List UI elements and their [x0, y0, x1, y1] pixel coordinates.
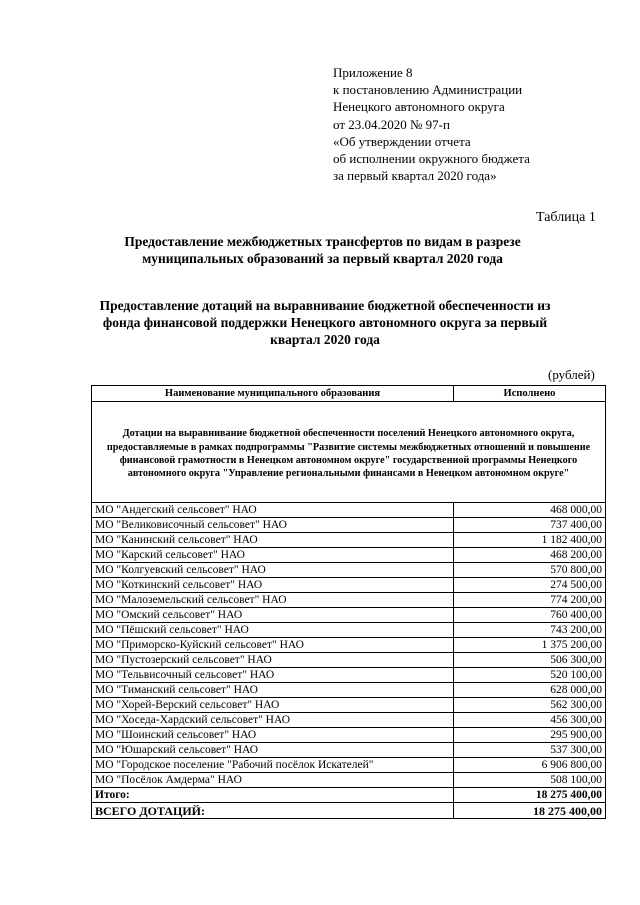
- table-row: [92, 773, 606, 788]
- grand-total-label: ВСЕГО ДОТАЦИЙ:: [92, 803, 454, 819]
- executed-amount: 774 200,00: [454, 593, 606, 608]
- municipality-name: МО "Тиманский сельсовет" НАО: [92, 683, 454, 698]
- table-row: [92, 713, 606, 728]
- units-label: (рублей): [548, 367, 595, 382]
- sub-heading: Предоставление дотаций на выравнивание бюджетной обеспеченности из фонда финансовой поддержки Ненецкого автономного округа за первый квартал 2020 года: [99, 298, 551, 347]
- executed-amount: 628 000,00: [454, 683, 606, 698]
- executed-amount: 456 300,00: [454, 713, 606, 728]
- municipality-name: МО "Карский сельсовет" НАО: [92, 548, 454, 563]
- municipality-name: МО "Великовисочный сельсовет" НАО: [92, 518, 454, 533]
- municipality-name: МО "Тельвисочный сельсовет" НАО: [92, 668, 454, 683]
- total-row: [92, 788, 606, 803]
- executed-amount: 737 400,00: [454, 518, 606, 533]
- appendix-line: Приложение 8: [333, 65, 413, 80]
- appendix-line: «Об утверждении отчета: [333, 133, 471, 149]
- executed-amount: 274 500,00: [454, 578, 606, 593]
- table-row: [92, 533, 606, 548]
- executed-amount: 468 200,00: [454, 548, 606, 563]
- municipality-name: МО "Шоинский сельсовет" НАО: [92, 728, 454, 743]
- executed-amount: 562 300,00: [454, 698, 606, 713]
- executed-amount: 468 000,00: [454, 503, 606, 518]
- municipality-name: МО "Малоземельский сельсовет" НАО: [92, 593, 454, 608]
- municipality-name: МО "Пустозерский сельсовет" НАО: [92, 653, 454, 668]
- table-number: Таблица 1: [536, 210, 596, 225]
- grand-total-row: [92, 803, 606, 819]
- column-header-name: Наименование муниципального образования: [92, 386, 454, 402]
- executed-amount: 743 200,00: [454, 623, 606, 638]
- executed-amount: 1 182 400,00: [454, 533, 606, 548]
- table-row: [92, 698, 606, 713]
- table-row: [92, 593, 606, 608]
- grand-total-value: 18 275 400,00: [454, 803, 606, 819]
- municipality-name: МО "Коткинский сельсовет" НАО: [92, 578, 454, 593]
- main-heading: Предоставление межбюджетных трансфертов по видам в разрезе муниципальных образований за первый квартал 2020 года: [124, 234, 521, 266]
- municipality-name: МО "Колгуевский сельсовет" НАО: [92, 563, 454, 578]
- executed-amount: 508 100,00: [454, 773, 606, 788]
- appendix-block: [333, 64, 530, 184]
- table-row: [92, 608, 606, 623]
- appendix-line: за первый квартал 2020 года»: [333, 168, 497, 184]
- executed-amount: 295 900,00: [454, 728, 606, 743]
- municipality-name: МО "Канинский сельсовет" НАО: [92, 533, 454, 548]
- table-row: [92, 548, 606, 563]
- municipality-name: МО "Пёшский сельсовет" НАО: [92, 623, 454, 638]
- appendix-line: об исполнении окружного бюджета: [333, 151, 530, 167]
- executed-amount: 537 300,00: [454, 743, 606, 758]
- executed-amount: 570 800,00: [454, 563, 606, 578]
- table-header-row: [92, 386, 606, 402]
- municipality-name: МО "Хоседа-Хардский сельсовет" НАО: [92, 713, 454, 728]
- table-row: [92, 563, 606, 578]
- executed-amount: 506 300,00: [454, 653, 606, 668]
- municipality-name: МО "Андегский сельсовет" НАО: [92, 503, 454, 518]
- municipality-name: МО "Посёлок Амдерма" НАО: [92, 773, 454, 788]
- table-row: [92, 638, 606, 653]
- municipality-name: МО "Юшарский сельсовет" НАО: [92, 743, 454, 758]
- table-row: [92, 728, 606, 743]
- appendix-line: от 23.04.2020 № 97-п: [333, 116, 450, 132]
- table-row: [92, 503, 606, 518]
- table-row: [92, 758, 606, 773]
- appendix-line: Ненецкого автономного округа: [333, 99, 505, 115]
- table-row: [92, 518, 606, 533]
- executed-amount: 6 906 800,00: [454, 758, 606, 773]
- table-row: [92, 578, 606, 593]
- section-title: Дотации на выравнивание бюджетной обеспеченности поселений Ненецкого автономного округа, предоставляемые в рамках подпрограммы "Развитие системы межбюджетных отношений и повышение финансовой грамотности в Ненецком автономном округе" государственной программы Ненецкого автономного округа "Управление региональными финансами в Ненецком автономном округе": [92, 402, 606, 503]
- executed-amount: 760 400,00: [454, 608, 606, 623]
- municipality-name: МО "Омский сельсовет" НАО: [92, 608, 454, 623]
- municipality-name: МО "Приморско-Куйский сельсовет" НАО: [92, 638, 454, 653]
- municipality-name: МО "Городское поселение "Рабочий посёлок Искателей": [92, 758, 454, 773]
- column-header-value: Исполнено: [454, 386, 606, 402]
- total-value: 18 275 400,00: [454, 788, 606, 803]
- subsidies-table: [91, 385, 606, 819]
- total-label: Итого:: [92, 788, 454, 803]
- appendix-line: к постановлению Администрации: [333, 82, 523, 98]
- executed-amount: 1 375 200,00: [454, 638, 606, 653]
- executed-amount: 520 100,00: [454, 668, 606, 683]
- municipality-name: МО "Хорей-Верский сельсовет" НАО: [92, 698, 454, 713]
- table-row: [92, 623, 606, 638]
- table-row: [92, 668, 606, 683]
- table-row: [92, 743, 606, 758]
- table-row: [92, 653, 606, 668]
- table-row: [92, 683, 606, 698]
- section-row: [92, 402, 606, 503]
